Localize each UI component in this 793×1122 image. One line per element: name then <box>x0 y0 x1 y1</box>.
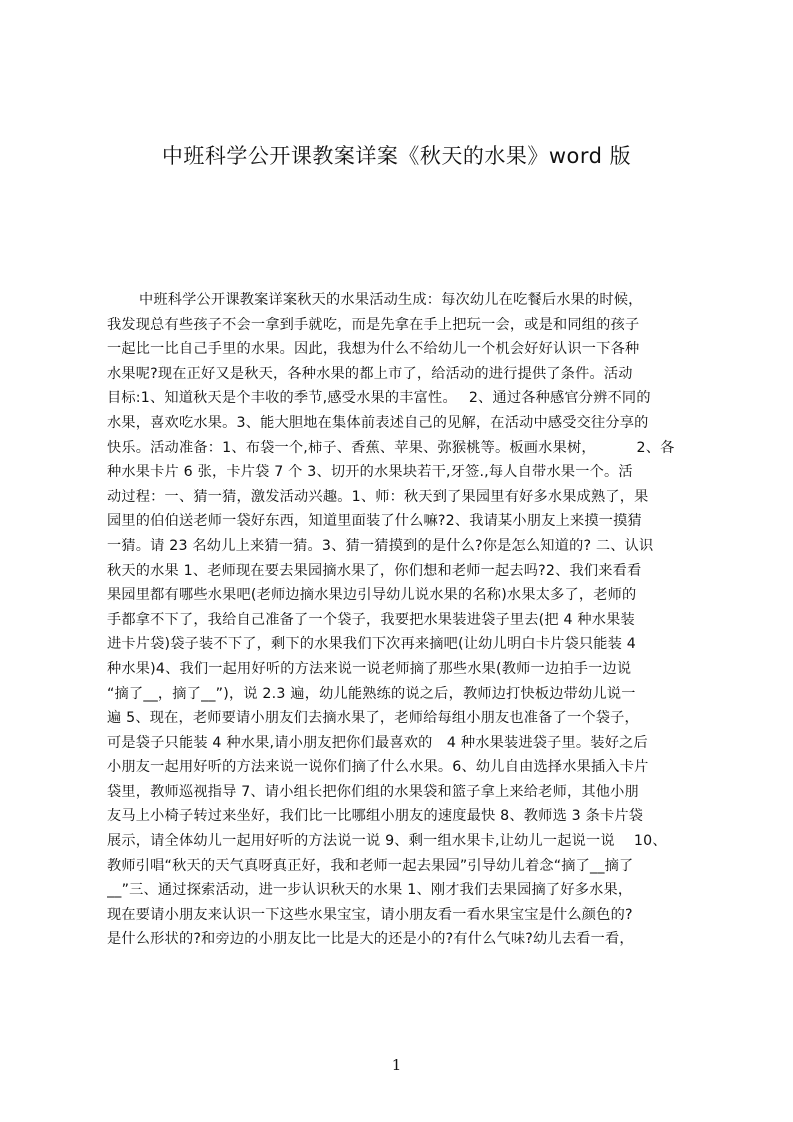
text-line: 水果，喜欢吃水果。3、能大胆地在集体前表述自己的见解，在活动中感受交往分享的 <box>107 414 649 431</box>
text-line: 果园里都有哪些水果吧(老师边摘水果边引导幼儿说水果的名称)水果太多了，老师的 <box>107 587 637 604</box>
text-line: 水果呢?现在正好又是秋天，各种水果的都上市了，给活动的进行提供了条件。活动 <box>107 365 633 382</box>
text-line: 是什么形状的?和旁边的小朋友比一比是大的还是小的?有什么气味?幼儿去看一看， <box>107 931 634 948</box>
text-line: 教师引唱“秋天的天气真呀真正好，我和老师一起去果园”引导幼儿着念“摘了__摘了 <box>107 857 634 874</box>
text-line: 手都拿不下了，我给自己准备了一个袋子，我要把水果装进袋子里去(把 4 种水果装 <box>107 611 635 628</box>
text-line: 种水果卡片 6 张，卡片袋 7 个 3、切开的水果块若干,牙签.,每人自带水果一个。活 <box>107 464 633 481</box>
text-line: 动过程：一、猜一猜，激发活动兴趣。1、师：秋天到了果园里有好多水果成熟了，果 <box>107 488 649 505</box>
text-line: 一猜。请 23 名幼儿上来猜一猜。3、猜一猜摸到的是什么?你是怎么知道的? 二、认识 <box>107 537 654 554</box>
text-line: 我发现总有些孩子不会一拿到手就吃，而是先拿在手上把玩一会，或是和同组的孩子 <box>107 316 640 333</box>
text-line: 小朋友一起用好听的方法来说一说你们摘了什么水果。6、幼儿自由选择水果插入卡片 <box>107 759 649 776</box>
text-line: 园里的伯伯送老师一袋好东西，知道里面装了什么嘛?2、我请某小朋友上来摸一摸猜 <box>107 513 642 530</box>
text-line: 可是袋子只能装 4 种水果,请小朋友把你们最喜欢的 4 种水果装进袋子里。装好之后 <box>107 734 648 751</box>
text-line: 种水果)4、我们一起用好听的方法来说一说老师摘了那些水果(教师一边拍手一边说 <box>107 660 632 677</box>
text-line: 现在要请小朋友来认识一下这些水果宝宝，请小朋友看一看水果宝宝是什么颜色的? <box>107 906 633 923</box>
body-text <box>107 288 697 952</box>
text-line: 目标:1、知道秋天是个丰收的季节,感受水果的丰富性。 2、通过各种感官分辨不同的 <box>107 390 651 407</box>
text-line: 友马上小椅子转过来坐好，我们比一比哪组小朋友的速度最快 8、教师选 3 条卡片袋 <box>107 808 644 825</box>
text-line: 快乐。活动准备：1、布袋一个,柿子、香蕉、苹果、弥猴桃等。板画水果树， 2、各 <box>107 439 675 456</box>
text-line: 展示，请全体幼儿一起用好听的方法说一说 9、剩一组水果卡,让幼儿一起说一说 10、 <box>107 833 667 850</box>
text-line: 进卡片袋)袋子装不下了，剩下的水果我们下次再来摘吧(让幼儿明白卡片袋只能装 4 <box>107 636 636 653</box>
text-line: __”三、通过探索活动，进一步认识秋天的水果 1、刚才我们去果园摘了好多水果， <box>107 882 633 899</box>
text-line: 袋里，教师巡视指导 7、请小组长把你们组的水果袋和篮子拿上来给老师，其他小朋 <box>107 783 639 800</box>
document-title: 中班科学公开课教案详案《秋天的水果》word 版 <box>161 144 632 168</box>
text-line: 一起比一比自己手里的水果。因此，我想为什么不给幼儿一个机会好好认识一下各种 <box>107 341 640 358</box>
text-line: 遍 5、现在，老师要请小朋友们去摘水果了，老师给每组小朋友也准备了一个袋子， <box>107 710 639 727</box>
text-line: 中班科学公开课教案详案秋天的水果活动生成：每次幼儿在吃餐后水果的时候， <box>139 292 643 308</box>
text-line: “摘了__，摘了__”)，说 2.3 遍，幼儿能熟练的说之后，教师边打快板边带幼儿说一 <box>107 685 636 702</box>
text-line: 秋天的水果 1、老师现在要去果园摘水果了，你们想和老师一起去吗?2、我们来看看 <box>107 562 642 579</box>
page-number: 1 <box>391 1056 402 1074</box>
